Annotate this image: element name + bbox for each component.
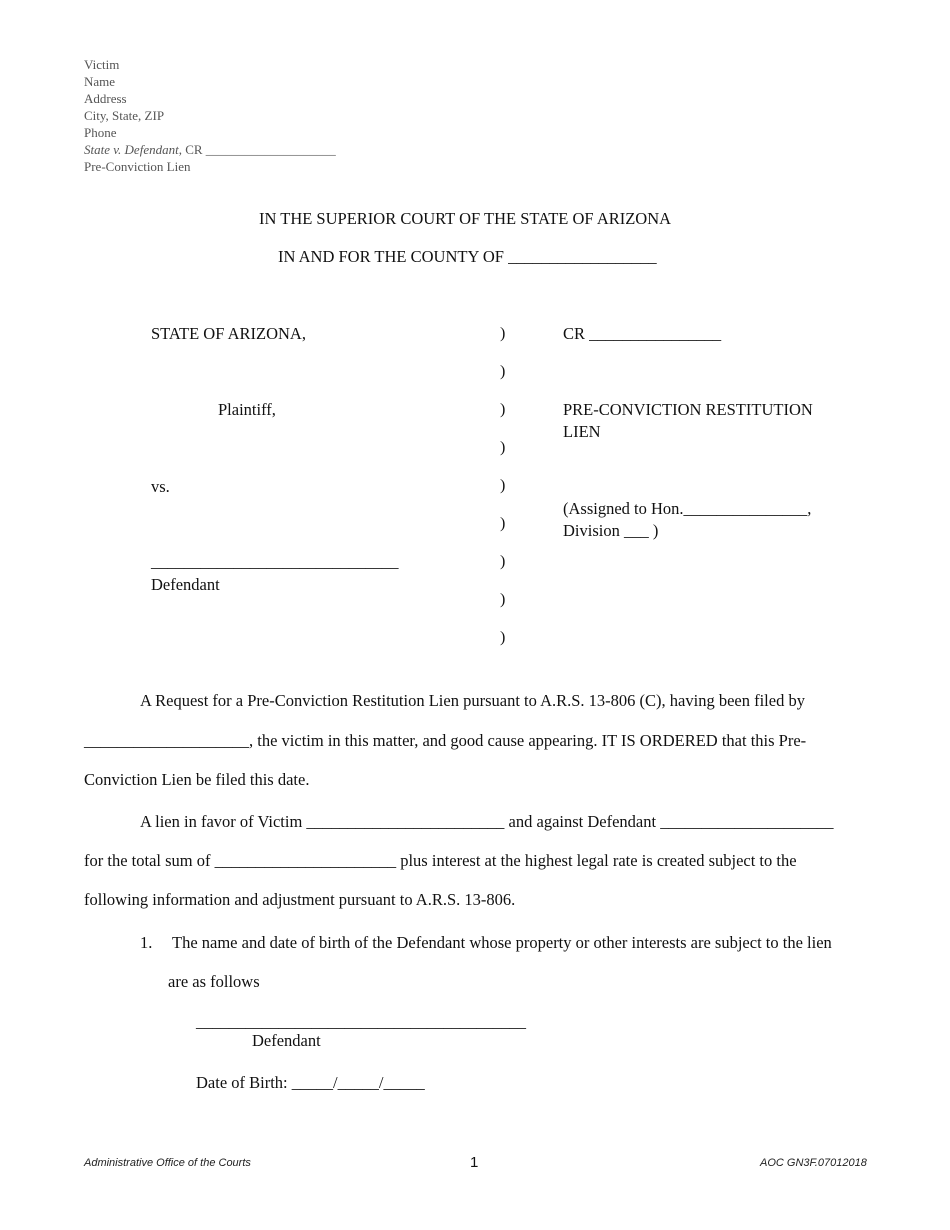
paren-7: ) [500, 553, 506, 570]
paren-1: ) [500, 325, 506, 342]
paragraph-2-line-1: A lien in favor of Victim ________________________ and against Defendant _____________________ [140, 812, 834, 831]
caption-name: Name [84, 74, 116, 89]
caption-case-number: , CR ____________________ [178, 142, 336, 157]
paragraph-1-line-2: ____________________, the victim in this matter, and good cause appearing. IT IS ORDERED that this Pre- [84, 731, 807, 750]
footer-right: AOC GN3F.07012018 [760, 1157, 867, 1169]
paren-6: ) [500, 515, 506, 532]
defendant-label: Defendant [252, 1031, 321, 1050]
paren-8: ) [500, 591, 506, 608]
paragraph-2-line-2: for the total sum of ______________________ plus interest at the highest legal rate is created subject to the [84, 851, 797, 870]
paragraph-1-line-1: A Request for a Pre-Conviction Restitution Lien pursuant to A.R.S. 13-806 (C), having been filed by [140, 691, 805, 710]
court-heading-line1: IN THE SUPERIOR COURT OF THE STATE OF ARIZONA [259, 209, 672, 228]
court-heading-line2: IN AND FOR THE COUNTY OF __________________ [278, 247, 657, 266]
paragraph-1-line-3: Conviction Lien be filed this date. [84, 770, 310, 789]
paren-3: ) [500, 401, 506, 418]
date-of-birth: Date of Birth: _____/_____/_____ [196, 1073, 425, 1092]
defendant-signature-line: ________________________________________ [196, 1012, 526, 1031]
caption-city: City, State, ZIP [84, 108, 165, 123]
item-1-number: 1. [140, 933, 153, 952]
caption-victim: Victim [84, 57, 120, 72]
document-title-line2: LIEN [563, 422, 601, 441]
footer-left: Administrative Office of the Courts [84, 1157, 251, 1169]
party-defendant: Defendant [151, 575, 220, 594]
caption-doc: Pre-Conviction Lien [84, 159, 191, 174]
item-1-line-1: The name and date of birth of the Defendant whose property or other interests are subject to the lien [172, 933, 832, 952]
paren-9: ) [500, 629, 506, 646]
page-number: 1 [470, 1154, 479, 1171]
party-state: STATE OF ARIZONA, [151, 324, 306, 343]
item-1-line-2: are as follows [168, 972, 260, 991]
paragraph-2-line-3: following information and adjustment pursuant to A.R.S. 13-806. [84, 890, 516, 909]
paren-4: ) [500, 439, 506, 456]
caption-block [84, 56, 336, 175]
caption-case-title: State v. Defendant [84, 142, 179, 157]
paren-2: ) [500, 363, 506, 380]
paren-5: ) [500, 477, 506, 494]
caption-case [84, 141, 336, 158]
assigned-division: Division ___ ) [563, 521, 659, 540]
case-number: CR ________________ [563, 324, 722, 343]
caption-address: Address [84, 91, 127, 106]
caption-phone: Phone [84, 125, 117, 140]
document-title-line1: PRE-CONVICTION RESTITUTION [563, 400, 813, 419]
assigned-judge: (Assigned to Hon._______________, [563, 499, 812, 518]
defendant-name-line: ______________________________ [151, 552, 399, 571]
party-vs: vs. [151, 477, 170, 496]
party-plaintiff: Plaintiff, [218, 400, 276, 419]
